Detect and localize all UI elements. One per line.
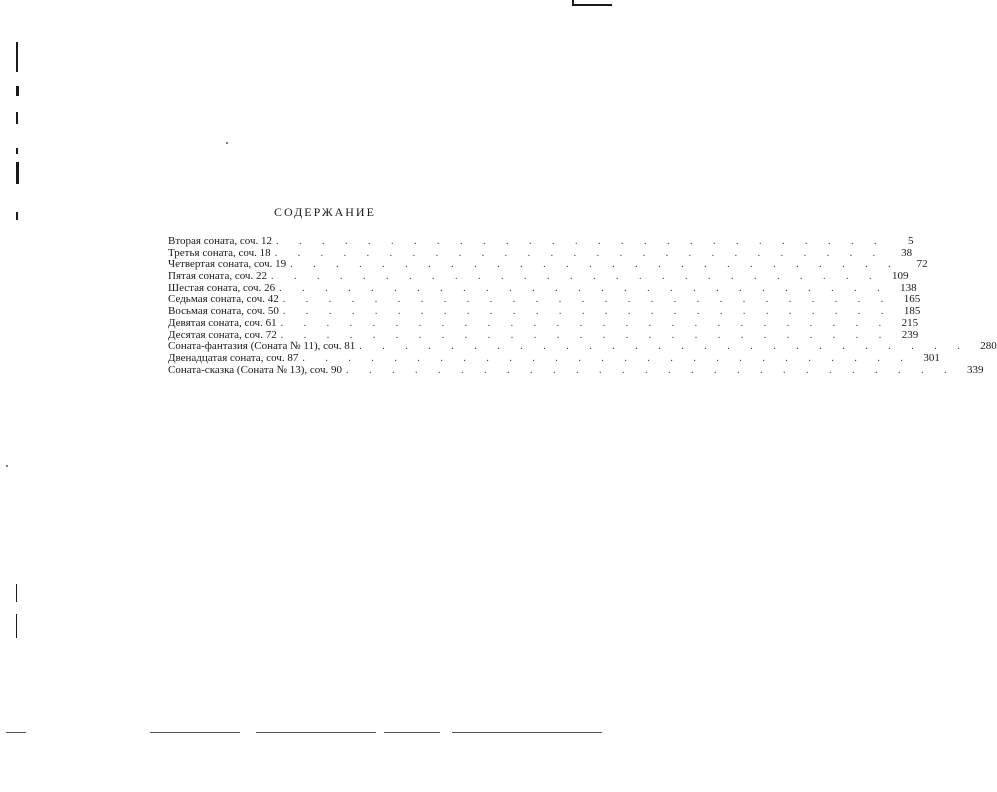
scan-margin-mark — [16, 148, 18, 154]
toc-entry-page-number: 5 — [908, 235, 914, 247]
toc-dot-leader: . . . . . . . . . . . . . . . . . . . . . . . . . . . — [274, 247, 885, 259]
scan-margin-mark — [16, 584, 17, 602]
toc-dot-leader: . . . . . . . . . . . . . . . . . . . . . . . . . . . — [280, 329, 891, 341]
toc-entry-page-number: 215 — [901, 316, 919, 329]
toc-dot-leader: . . . . . . . . . . . . . . . . . . . . . . . . . . . — [359, 341, 969, 353]
toc-entry-page-number: 339 — [967, 363, 984, 376]
toc-dot-leader: . . . . . . . . . . . . . . . . . . . . . . . . . . . — [282, 294, 893, 306]
toc-dot-leader: . . . . . . . . . . . . . . . . . . . . . . . . . . . — [346, 364, 956, 376]
toc-entry-title: Десятая соната, соч. 72 — [168, 328, 277, 341]
toc-entry-title: Четвертая соната, соч. 19 — [168, 258, 287, 271]
scan-bottom-rule — [150, 732, 240, 733]
scan-dust — [6, 465, 8, 467]
toc-entry-title: Пятая соната, соч. 22 — [168, 270, 267, 283]
toc-entry-title: Соната-фантазия (Соната № 11), соч. 81 — [168, 340, 356, 353]
toc-entry-title: Седьмая соната, соч. 42 — [168, 293, 279, 306]
toc-entry-title: Девятая соната, соч. 61 — [168, 316, 277, 329]
toc-entry-page-number: 138 — [900, 281, 917, 294]
toc-entry-title: Вторая соната, соч. 12 — [168, 235, 273, 247]
scan-bottom-rule — [256, 732, 376, 733]
toc-dot-leader: . . . . . . . . . . . . . . . . . . . . . . . . . . . — [282, 306, 893, 318]
scan-bottom-rule — [6, 732, 26, 733]
toc-entry — [168, 351, 940, 365]
toc-dot-leader: . . . . . . . . . . . . . . . . . . . . . . . . . . . — [290, 259, 900, 271]
scan-bottom-rule — [384, 732, 440, 733]
toc-entry-title: Третья соната, соч. 18 — [168, 246, 271, 259]
scan-bottom-rule — [452, 732, 602, 733]
toc-entry-page-number: 185 — [903, 305, 921, 318]
toc-entry-page-number: 38 — [901, 246, 913, 259]
toc-entry — [168, 235, 914, 248]
toc-entry-title: Двенадцатая соната, соч. 87 — [168, 351, 299, 364]
page-title: СОДЕРЖАНИЕ — [274, 205, 376, 219]
toc-entry-title: Восьмая соната, соч. 50 — [168, 305, 279, 318]
toc-entry — [168, 270, 909, 283]
scan-margin-mark — [16, 112, 18, 124]
table-of-contents — [168, 235, 997, 376]
toc-dot-leader: . . . . . . . . . . . . . . . . . . . . . . . . . . . — [302, 352, 912, 364]
toc-entry-page-number: 165 — [903, 293, 921, 306]
scan-margin-mark — [16, 42, 18, 72]
toc-dot-leader: . . . . . . . . . . . . . . . . . . . . . . . . . . . — [279, 282, 889, 294]
scan-dust — [226, 142, 228, 144]
scan-margin-mark — [16, 212, 18, 220]
toc-entry-title: Соната-сказка (Соната № 13), соч. 90 — [168, 363, 343, 376]
toc-entry-page-number: 72 — [916, 258, 928, 271]
scan-margin-mark — [16, 162, 19, 184]
toc-dot-leader: . . . . . . . . . . . . . . . . . . . . . . . . . . . — [276, 236, 886, 247]
scan-margin-mark — [16, 614, 17, 638]
toc-dot-leader: . . . . . . . . . . . . . . . . . . . . . . . . . . . — [280, 317, 891, 329]
toc-entry — [168, 316, 919, 330]
toc-entry-page-number: 239 — [901, 328, 919, 341]
toc-entry-page-number: 301 — [923, 351, 940, 364]
toc-entry-page-number: 109 — [891, 270, 909, 283]
toc-dot-leader: . . . . . . . . . . . . . . . . . . . . . . . . . . . — [270, 271, 881, 283]
scan-corner-mark — [572, 0, 612, 6]
scan-margin-mark — [16, 86, 19, 96]
toc-entry-title: Шестая соната, соч. 26 — [168, 281, 276, 294]
toc-entry-page-number: 280 — [980, 340, 997, 353]
toc-entry — [168, 363, 984, 377]
